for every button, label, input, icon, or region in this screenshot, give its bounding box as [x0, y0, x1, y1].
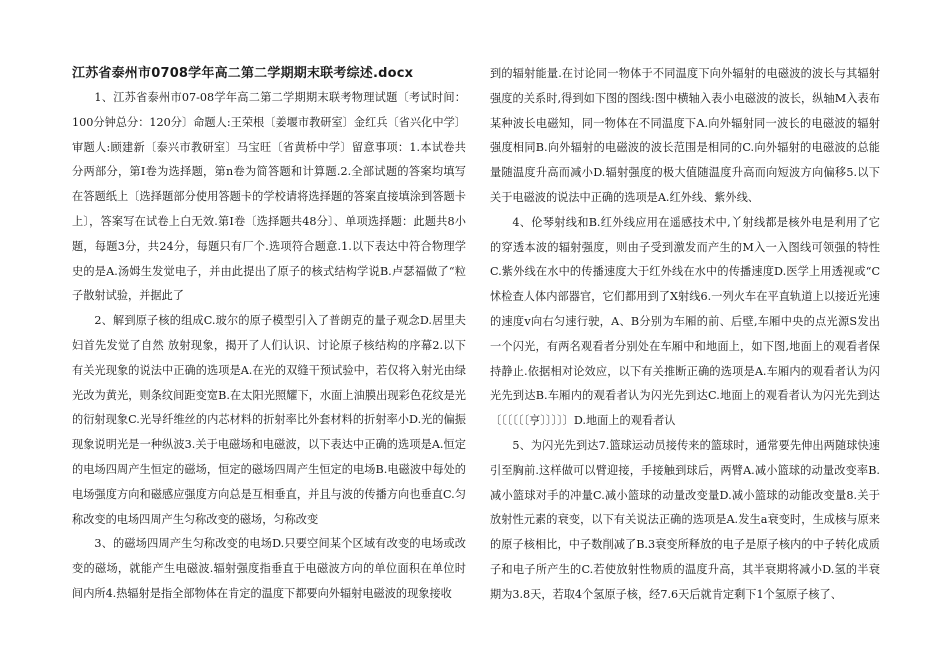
paragraph-3-continued: 到的辐射能量.在讨论同一物体于不同温度下向外辐射的电磁波的波长与其辐射强度的关系时,得到如下图的图线:图中横轴入表小电磁波的波长，纵轴M入表布某种波长电磁知，同一物体在不同温度下A.向外辐射同一波长的电磁波的辐射强度相同B.向外辐射的电磁波的波长范围是相同的C.向外辐射的电磁波的总能量随温度升高而减小D.辐射强度的极大值随温度升高而向短波方向偏移5.以下关于电磁波的说法中正确的选项是A.红外线、紫外线、 [490, 67, 880, 204]
paragraph-5: 5、为闪光先到达7.篮球运动员接传来的篮球时，通常要先伸出两随球快速引至胸前.这样做可以臂迎接，手接触到球后，两臂A.减小篮球的动量改变率B.减小篮球对手的冲量C.减小篮球的动量改变量D.减小篮球的动能改变量8.关于放射性元素的衰变，以下有关说法正确的选项是A.发生a衰变时，生成核与原来的原子核相比，中子数削减了B.3衰变所释放的电子是原子核内的中子转化成质子和电子所产生的C.若使放射性物质的温度升高，其半衰期将减小D.氢的半衰期为3.8天，若取4个氢原子核，经7.6天后就肯定剩下1个氢原子核了、 [490, 438, 880, 601]
paragraph-4: 4、伦琴射线和B.红外线应用在遥感技术中,丫射线都是核外电是利用了它的穿透本波的辐射强度，则由子受到激发而产生的M入一入图线可领强的特性C.紫外线在水中的传播速度大于红外线在水中的传播速度D.医学上用透视或“C怵检查人体内部器官，它们都用到了X射线6.一列火车在平直轨道上以接近光速的速度v向右匀速行驶，A、B分别为车厢的前、后壁,车厢中央的点光源S发出一个闪光，有两名观看者分别处在车厢中和地面上，如下图,地面上的观看者保持静止.依据相对论效应，以下有关推断正确的选项是A.车厢内的观看者认为闪光先到达B.车厢内的观看者认为闪光先到达C.地面上的观看者认为闪光先到达〔〔〔〔〔〔亨〕〕〕〕〕D.地面上的观看者认 [490, 215, 880, 428]
left-column [72, 62, 466, 607]
paragraph-2: 2、解到原子核的组成C.玻尔的原子模型引入了普朗克的量子观念D.居里夫妇首先发觉了自然 放射现象，揭开了人们认识、讨论原子核结构的序幕2.以下有关光现象的说法中正确的选项是A.在光的双缝干预试验中，若仅将入射光由绿光改为黄光，则条纹间距变宽B.在太阳光照耀下，水面上油膜出现彩色花纹是光的衍射现象C.光导纤维丝的内芯材料的折射率比外套材料的折射率小D.光的偏振现象说明光是一种纵波3.关于电磁场和电磁波，以下表达中正确的选项是A.恒定的电场四周产生恒定的磁场，恒定的磁场四周产生恒定的电场B.电磁波中每处的电场强度方向和磁感应强度方向总是互相垂直，并且与波的传播方向也垂直C.匀称改变的电场四周产生匀称改变的磁场，匀称改变 [72, 314, 466, 526]
right-column [490, 62, 880, 608]
document-title: 江苏省泰州市0708学年高二第二学期期末联考综述.docx [72, 66, 414, 81]
paragraph-3: 3、的磁场四周产生匀称改变的电场D.只要空间某个区域有改变的电场或改变的磁场，就能产生电磁波.辐射强度指垂直于电磁波方向的单位面积在单位时间内所4.热辐射是指全部物体在肯定的温度下都要向外辐射电磁波的现象接收 [72, 537, 466, 600]
paragraph-1: 1、江苏省泰州市07-08学年高二第二学期期末联考物理试题〔考试时间：100分钟总分：120分〕命题人:王荣根〔姜堰市教研室〕金红兵〔省兴化中学〕审题人:顾建新〔泰兴市教研室〕马宝旺〔省黄桥中学〕留意事项：1.本试卷共分两部分，第Ⅰ卷为选择题，第n卷为简答题和计算题.2.全部试题的答案均填写在答题纸上〔选择题部分使用答题卡的学校请将选择题的答案直接填涂到答题卡上〕，答案写在试卷上白无效.第Ⅰ卷〔选择题共48分〕、单项选择题：此题共8小题，每题3分，共24分，每题只有厂个.选项符合题意.1.以下表达中符合物理学史的是A.汤姆生发觉电子，并由此提出了原子的核式结构学说B.卢瑟福做了“粒子散射试验，并据此了 [72, 91, 466, 303]
